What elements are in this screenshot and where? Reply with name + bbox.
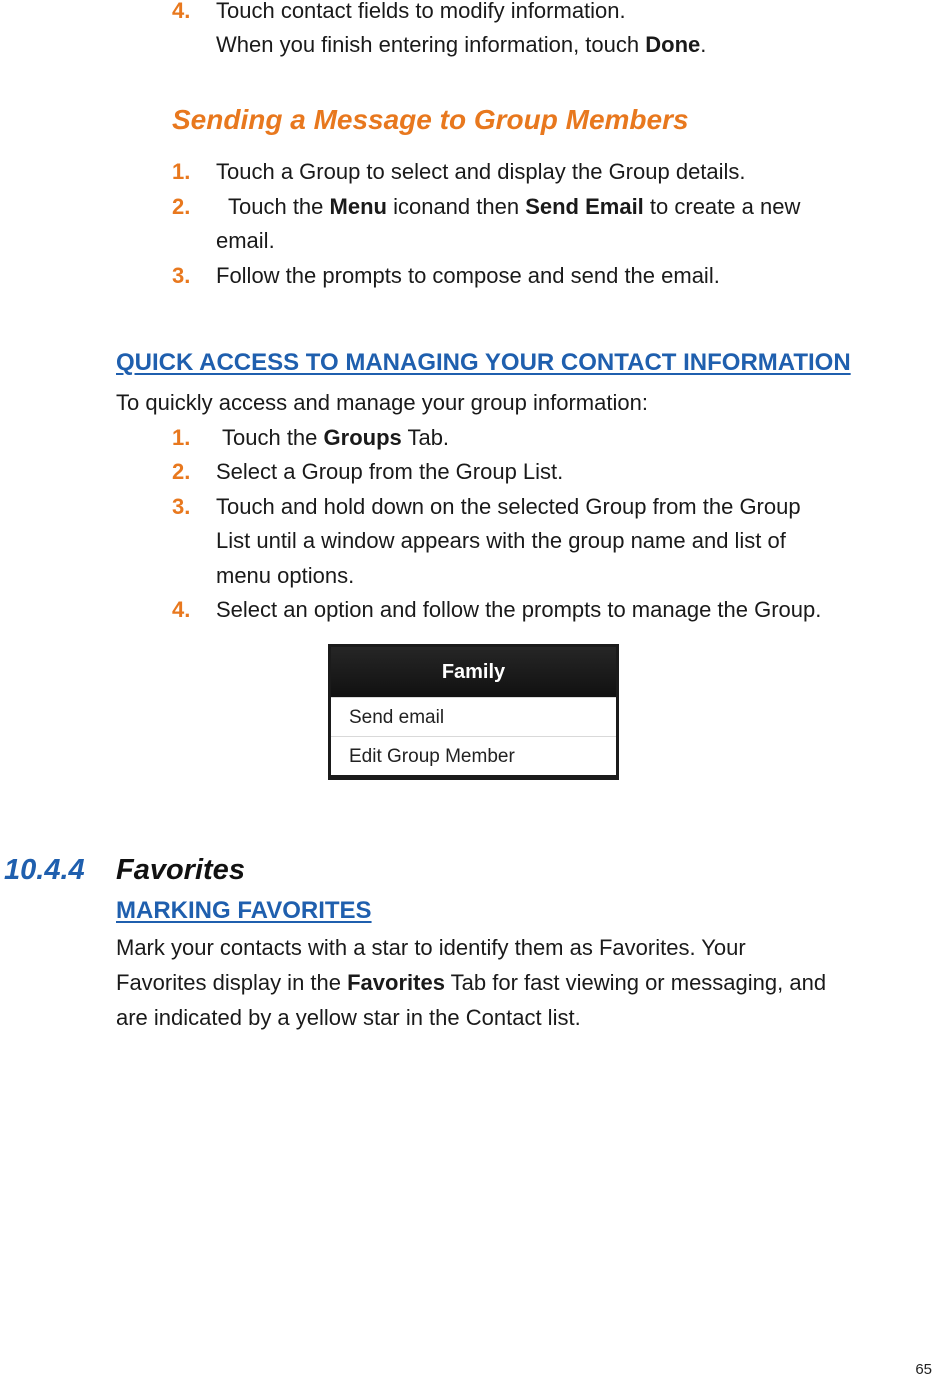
step-text-continued: When you finish entering information, touch Done. [216,32,707,57]
section-title: Favorites [116,854,245,886]
group-context-menu-screenshot [328,644,619,780]
section-number: 10.4.4 [4,854,85,886]
paragraph-line: Mark your contacts with a star to identify them as Favorites. Your [116,935,746,960]
step-number: 3. [172,494,191,519]
step-number: 1. [172,159,191,184]
step-text: Touch a Group to select and display the Group details. [216,159,746,184]
section-heading-quick-access: QUICK ACCESS TO MANAGING YOUR CONTACT INFORMATION [116,349,851,376]
step-number: 4. [172,0,191,23]
paragraph-line: are indicated by a yellow star in the Contact list. [116,1005,581,1030]
step-text-continued: menu options. [216,563,355,588]
menu-item-send-email[interactable]: Send email [331,697,616,736]
step-number: 2. [172,194,191,219]
step-number: 2. [172,459,191,484]
menu-item-edit-group-member[interactable]: Edit Group Member [331,736,616,775]
step-text: Touch contact fields to modify information. [216,0,626,23]
step-text: Select an option and follow the prompts to manage the Group. [216,597,822,622]
step-text: Follow the prompts to compose and send the email. [216,263,720,288]
page-number: 65 [915,1361,932,1378]
step-text-continued: List until a window appears with the group name and list of [216,528,786,553]
section-intro: To quickly access and manage your group information: [116,390,648,415]
step-number: 4. [172,597,191,622]
step-text: Select a Group from the Group List. [216,459,564,484]
subheading-marking-favorites: MARKING FAVORITES [116,897,372,924]
step-number: 3. [172,263,191,288]
step-text: Touch the Groups Tab. [222,425,450,450]
popup-title: Family [331,647,616,697]
step-text-continued: email. [216,228,275,253]
section-heading-sending-message: Sending a Message to Group Members [172,104,689,135]
step-number: 1. [172,425,191,450]
step-text: Touch the Menu iconand then Send Email to create a new [228,194,801,219]
step-text: Touch and hold down on the selected Group from the Group [216,494,801,519]
paragraph-line: Favorites display in the Favorites Tab for fast viewing or messaging, and [116,970,827,995]
